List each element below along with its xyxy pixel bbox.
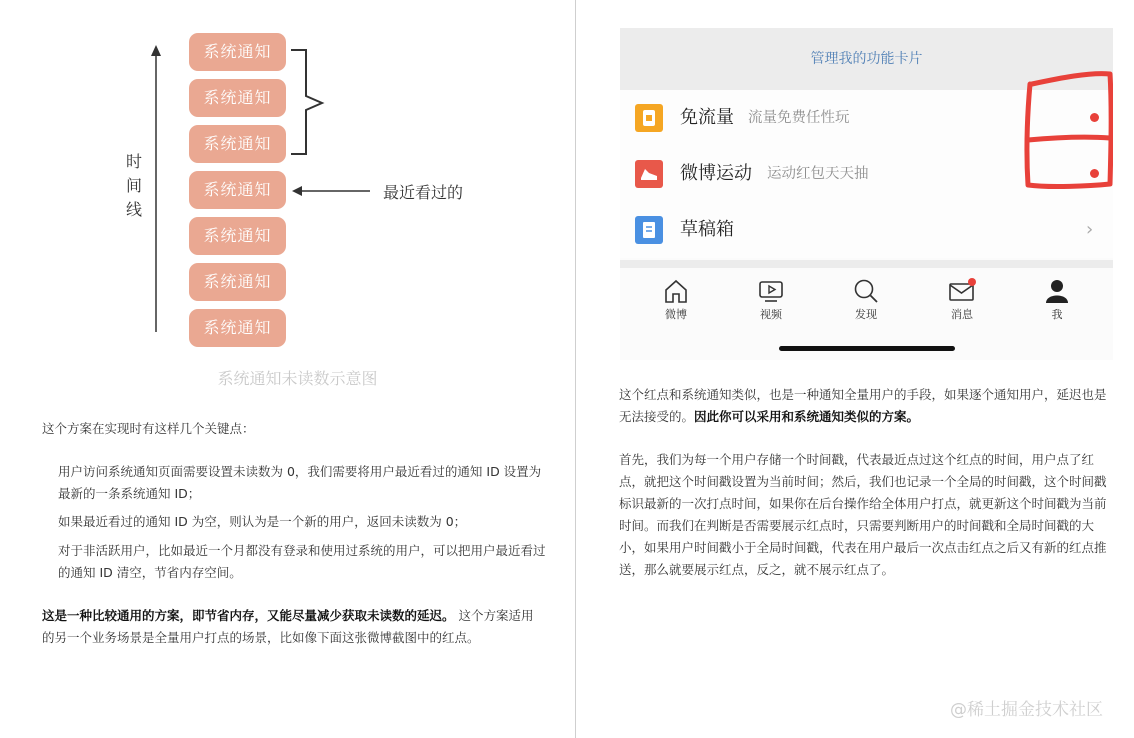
weibo-screenshot (620, 28, 1113, 360)
row-title: 草稿箱 (680, 219, 734, 240)
conclusion-paragraph (42, 605, 542, 649)
notification-pill: 系统通知 (189, 125, 286, 163)
tab-bar (620, 268, 1113, 360)
row-free-data[interactable] (620, 90, 1113, 146)
tab-label: 微博 (665, 308, 687, 321)
tab-label: 我 (1051, 308, 1063, 321)
sneaker-icon (635, 160, 663, 188)
notification-pill: 系统通知 (189, 79, 286, 117)
chevron-right-icon: › (1086, 219, 1094, 240)
para1-bold: 因此你可以采用和系统通知类似的方案。 (694, 409, 920, 424)
watermark: @稀土掘金技术社区 (950, 700, 1103, 720)
mail-icon (947, 278, 977, 304)
time-axis-arrowhead (151, 45, 161, 56)
diagram-lines (0, 0, 575, 400)
tab-me[interactable] (1027, 278, 1087, 322)
key-point-2: 如果最近看过的通知 ID 为空，则认为是一个新的用户，返回未读数为 0； (58, 514, 467, 529)
home-indicator (779, 346, 955, 351)
sim-card-icon (635, 104, 663, 132)
para1-normal: 这个红点和系统通知类似，也是一种通知全量用户的手段，如果逐个通知用户，延迟也是无法接受的。 (619, 387, 1107, 424)
recent-pointer-arrowhead (292, 186, 302, 196)
red-dot-badge (1090, 169, 1099, 178)
notification-pill: 系统通知 (189, 309, 286, 347)
tab-video[interactable] (741, 278, 801, 322)
key-point-1: 用户访问系统通知页面需要设置未读数为 0，我们需要将用户最近看过的通知 ID 设置为最新的一条系统通知 ID； (58, 464, 542, 501)
notification-dot (968, 278, 976, 286)
row-weibo-sport[interactable] (620, 146, 1113, 202)
notification-pill: 系统通知 (189, 217, 286, 255)
notification-pill-recent: 系统通知 (189, 171, 286, 209)
row-subtitle: 流量免费任性玩 (748, 110, 850, 126)
row-drafts[interactable] (620, 202, 1113, 258)
time-axis-label: 时 间 线 (126, 152, 143, 219)
tab-discover[interactable] (836, 278, 896, 322)
row-subtitle: 运动红包天天抽 (767, 166, 869, 182)
draft-icon (635, 216, 663, 244)
redpoint-paragraph-1 (619, 384, 1115, 428)
phone-header (620, 28, 1113, 90)
tab-messages[interactable] (932, 278, 992, 322)
tab-label: 消息 (951, 308, 973, 321)
video-icon (758, 278, 784, 304)
tab-weibo[interactable] (646, 278, 706, 322)
row-title: 免流量 (680, 107, 734, 128)
key-point-3: 对于非活跃用户，比如最近一个月都没有登录和使用过系统的用户，可以把用户最近看过的通知 ID 清空，节省内存空间。 (58, 543, 546, 580)
tab-label: 发现 (855, 308, 877, 321)
manage-cards-link[interactable]: 管理我的功能卡片 (810, 51, 923, 67)
tab-label: 视频 (760, 308, 782, 321)
search-icon (853, 278, 879, 304)
notification-pill: 系统通知 (189, 263, 286, 301)
redpoint-paragraph-2: 首先，我们为每一个用户存储一个时间戳，代表最近点过这个红点的时间，用户点了红点，就把这个时间戳设置为当前时间；然后，我们也记录一个全局的时间戳，这个时间戳标识最新的一次打点时间，如果你在后台操作给全体用户打点，就更新这个时间戳为当前时间。而我们在判断是否需要展示红点时，只需要判断用户的时间戳和全局时间戳的大小，如果用户时间戳小于全局时间戳，代表在用户最后一次点击红点之后又有新的红点推送，那么就要展示红点，反之，就不展示红点了。 (619, 452, 1107, 577)
conclusion-bold: 这是一种比较通用的方案，即节省内存，又能尽量减少获取未读数的延迟。 (42, 608, 455, 623)
section-separator (620, 260, 1113, 268)
group-brace (291, 50, 322, 154)
home-icon (663, 278, 689, 304)
unread-count-diagram (0, 0, 575, 400)
intro-text: 这个方案在实现时有这样几个关键点： (42, 421, 255, 436)
red-dot-badge (1090, 113, 1099, 122)
conclusion-rest: 这个方案适用的另一个业务场景是全量用户打点的场景，比如像下面这张微博截图中的红点。 (42, 608, 534, 645)
row-title: 微博运动 (680, 163, 752, 184)
recent-label: 最近看过的 (383, 183, 464, 202)
user-icon (1044, 278, 1070, 304)
diagram-caption: 系统通知未读数示意图 (217, 369, 378, 388)
notification-pill: 系统通知 (189, 33, 286, 71)
